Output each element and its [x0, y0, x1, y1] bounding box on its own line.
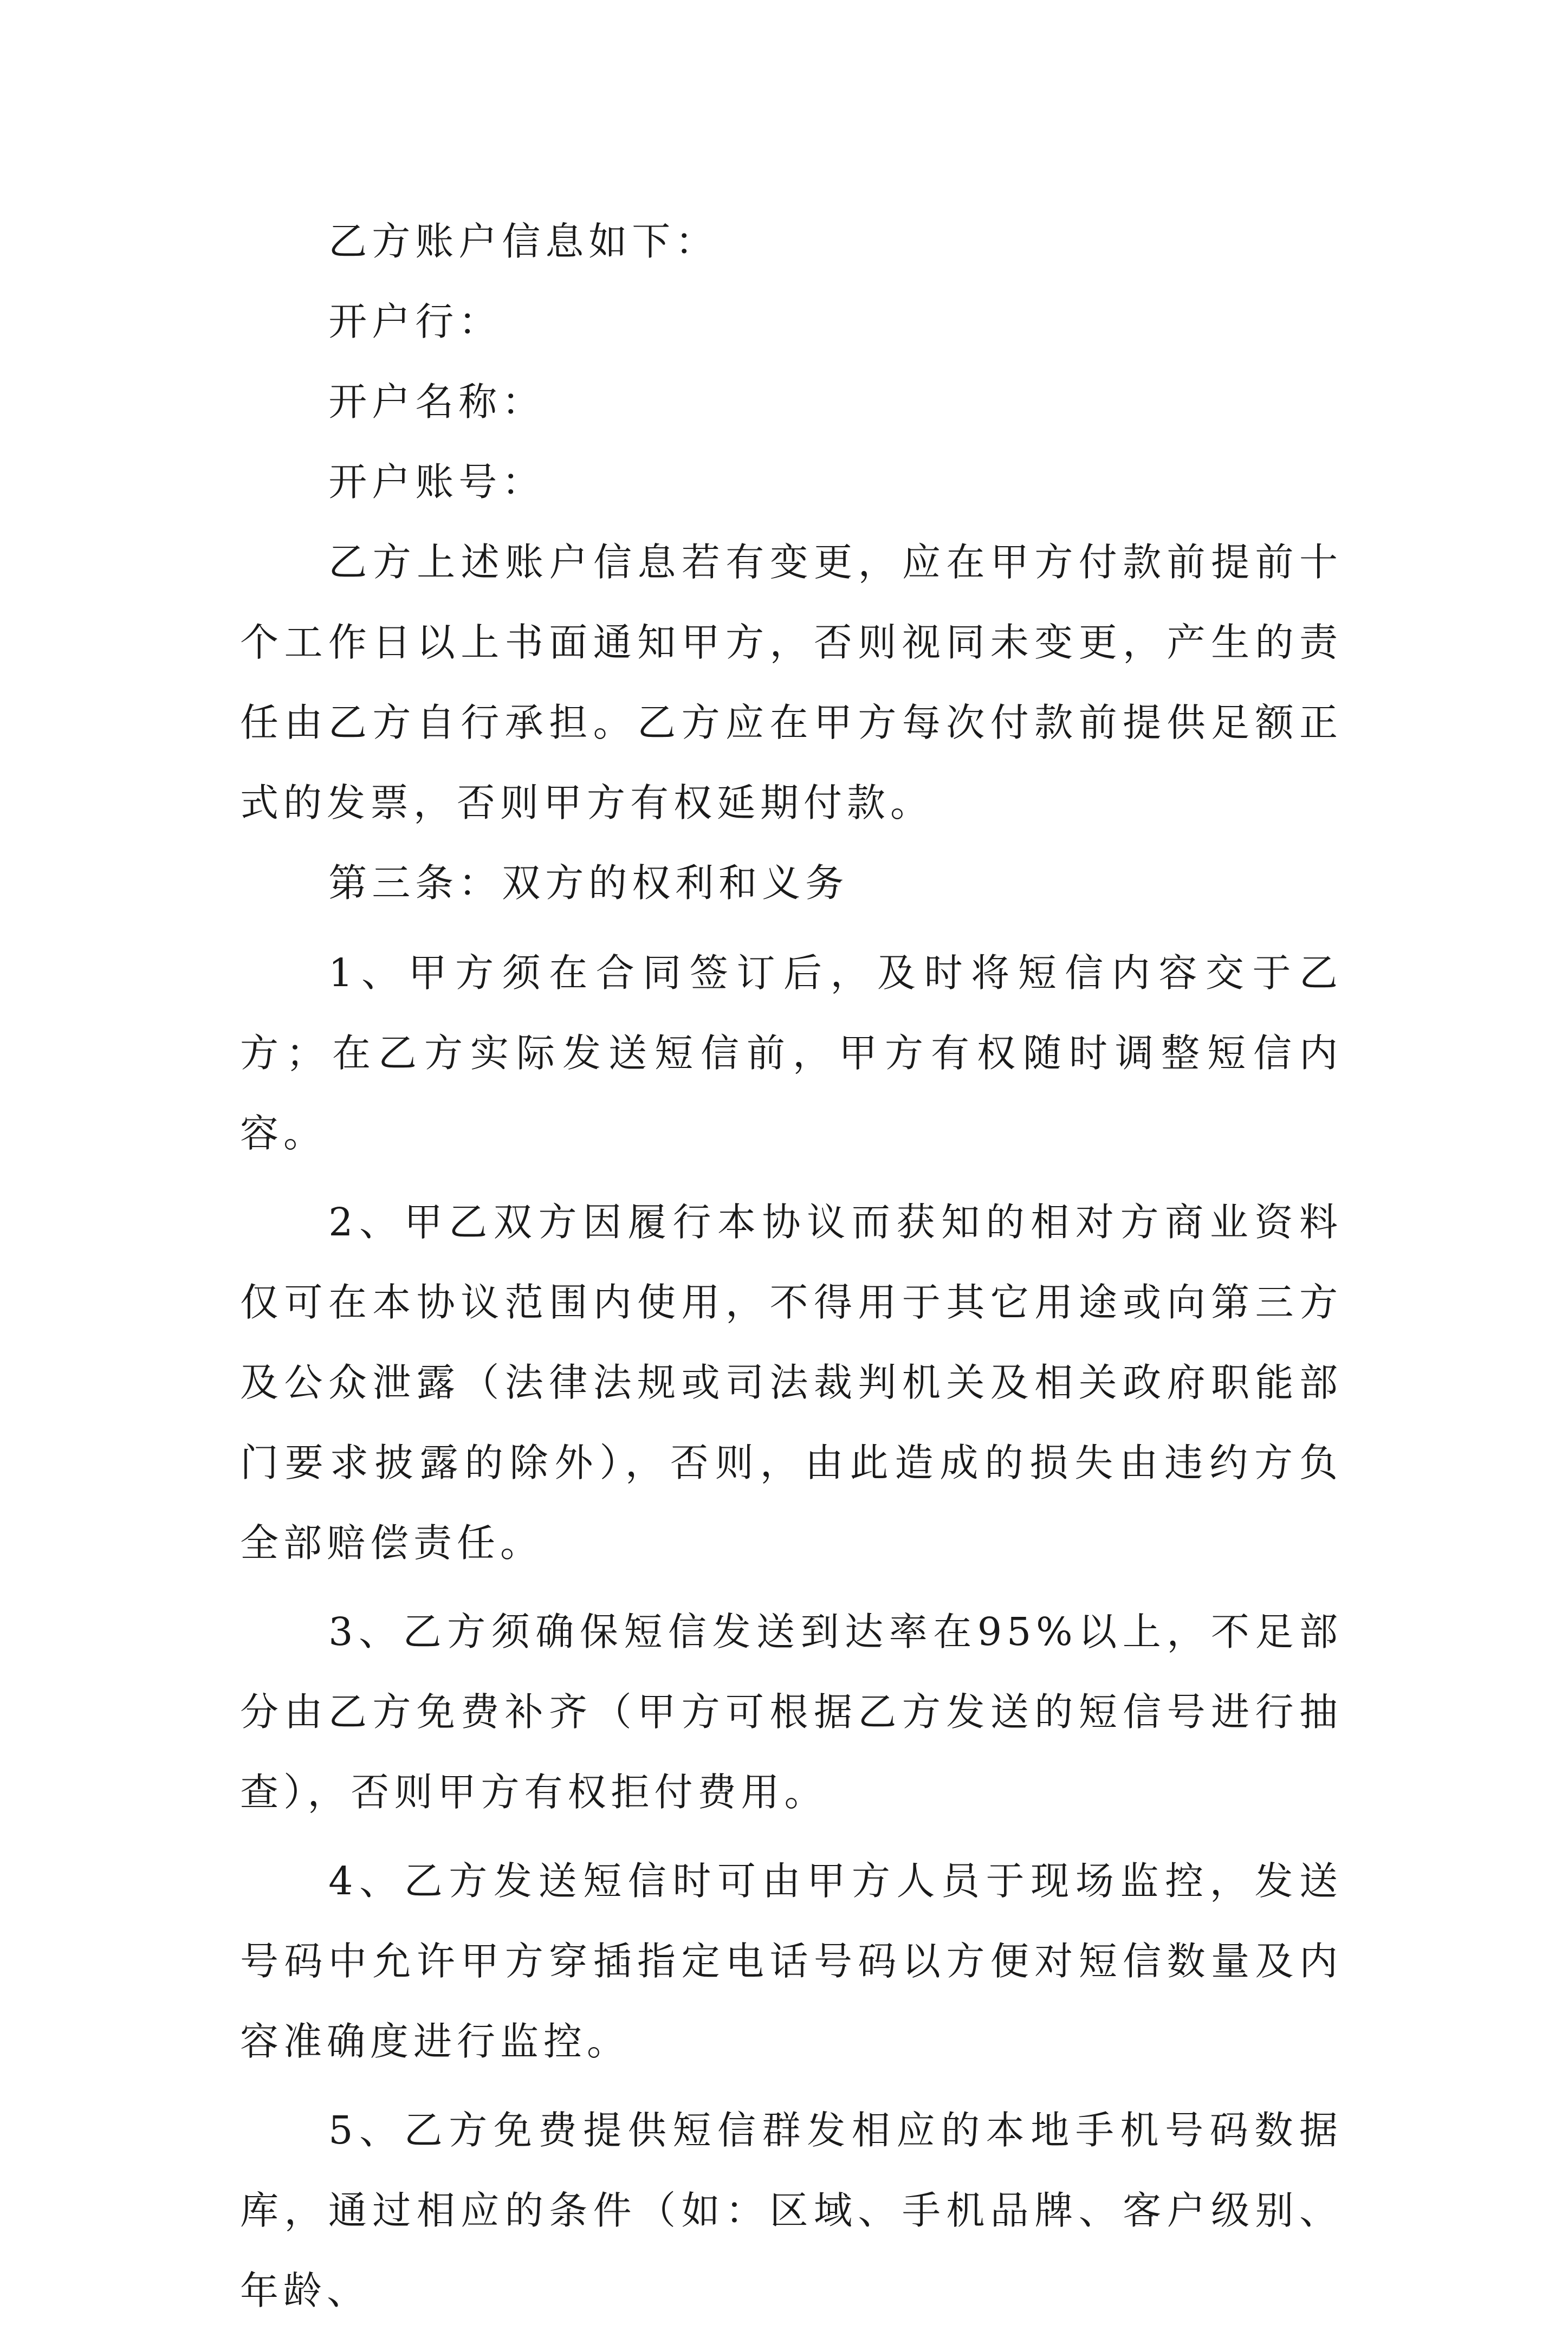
account-change-paragraph: 乙方上述账户信息若有变更，应在甲方付款前提前十个工作日以上书面通知甲方，否则视同未变更，产生的责任由乙方自行承担。乙方应在甲方每次付款前提供足额正式的发票，否则甲方有权延期付款。: [240, 540, 1343, 825]
article-three-heading: 第三条：双方的权利和义务: [328, 860, 849, 905]
clause-5-paragraph: 5、乙方免费提供短信群发相应的本地手机号码数据库，通过相应的条件（如：区域、手机品牌、客户级别、年龄、: [240, 2108, 1343, 2313]
clause-3-paragraph: 3、乙方须确保短信发送到达率在95%以上，不足部分由乙方免费补齐（甲方可根据乙方发送的短信号进行抽查），否则甲方有权拒付费用。: [240, 1609, 1343, 1815]
account-name-line: 开户名称：: [328, 379, 546, 424]
clause-4-paragraph: 4、乙方发送短信时可由甲方人员于现场监控，发送号码中允许甲方穿插指定电话号码以方便对短信数量及内容准确度进行监控。: [240, 1859, 1343, 2064]
account-number-line: 开户账号：: [328, 459, 546, 504]
document-body: [240, 202, 1343, 2331]
clause-2-paragraph: 2、甲乙双方因履行本协议而获知的相对方商业资料仅可在本协议范围内使用，不得用于其它用途或向第三方及公众泄露（法律法规或司法裁判机关及相关政府职能部门要求披露的除外），否则，由此造成的损失由违约方负全部赔偿责任。: [240, 1200, 1343, 1565]
bank-name-line: 开户行：: [328, 299, 502, 344]
account-info-heading: 乙方账户信息如下：: [328, 219, 719, 264]
clause-1-paragraph: 1、甲方须在合同签订后，及时将短信内容交于乙方；在乙方实际发送短信前，甲方有权随时调整短信内容。: [240, 950, 1343, 1156]
